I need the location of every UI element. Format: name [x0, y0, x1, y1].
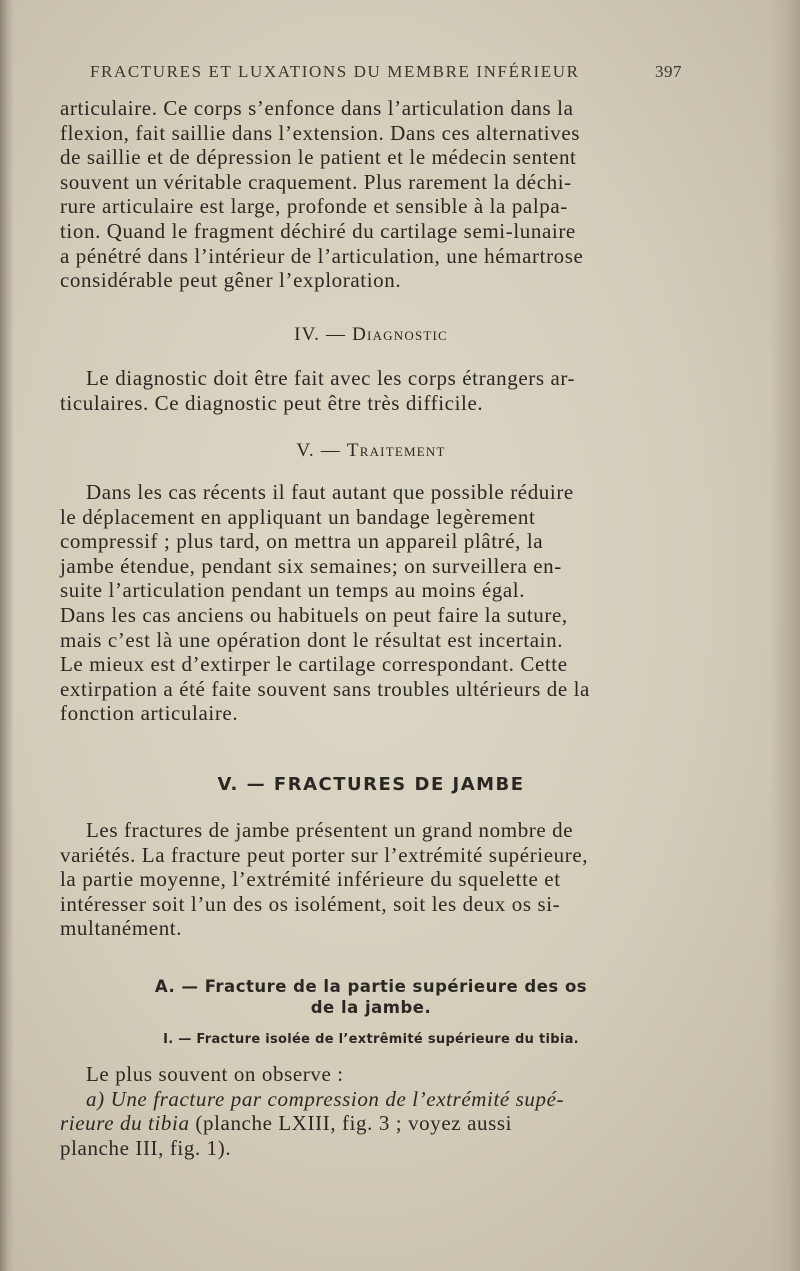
paragraph-5: [60, 1062, 682, 1160]
subsection-heading-i: I. — Fracture isolée de l’extrêmité supérieure du tibia.: [163, 1032, 579, 1047]
text-line: intéresser soit l’un des os isolément, soit les deux os si-: [60, 891, 561, 916]
section-title: Traitement: [346, 440, 446, 461]
text-line: souvent un véritable craquement. Plus rarement la déchi-: [60, 169, 572, 194]
section-title: Diagnostic: [352, 324, 448, 345]
subsection-heading-a: [60, 976, 682, 1018]
text-line: fonction articulaire.: [60, 701, 239, 726]
text-line: ticulaires. Ce diagnostic peut être très difficile.: [60, 390, 484, 415]
text-line: planche III, fig. 1).: [60, 1135, 232, 1160]
paragraph-1: [60, 96, 682, 293]
text-line: a pénétré dans l’intérieur de l’articulation, une hémartrose: [60, 243, 584, 268]
text-line: rure articulaire est large, profonde et sensible à la palpa-: [60, 194, 568, 219]
text-line: Le mieux est d’extirper le cartilage correspondant. Cette: [60, 652, 568, 677]
text-line: la partie moyenne, l’extrémité inférieure du squelette et: [60, 867, 561, 892]
text-line: compressif ; plus tard, on mettra un appareil plâtré, la: [60, 529, 544, 554]
text-line: flexion, fait saillie dans l’extension. Dans ces alternatives: [60, 120, 581, 145]
text-line: mais c’est là une opération dont le résultat est incertain.: [60, 627, 564, 652]
text-line: de saillie et de dépression le patient et le médecin sentent: [60, 145, 577, 170]
text-line: jambe étendue, pendant six semaines; on surveillera en-: [60, 553, 562, 578]
text-line: Dans les cas anciens ou habituels on peut faire la suture,: [60, 602, 568, 627]
reference-text: (planche LXIII, fig. 3 ; voyez aussi: [195, 1111, 513, 1136]
section-heading-traitement: [60, 440, 682, 462]
paragraph-3: [60, 480, 682, 726]
page-binding-shadow: [0, 0, 14, 1271]
chapter-heading: V. — FRACTURES DE JAMBE: [217, 774, 525, 795]
running-title: FRACTURES ET LUXATIONS DU MEMBRE INFÉRIEUR: [90, 62, 580, 81]
paragraph-2: [60, 366, 682, 415]
text-line: Dans les cas récents il faut autant que possible réduire: [86, 480, 574, 504]
text-line: tion. Quand le fragment déchiré du cartilage semi-lunaire: [60, 218, 576, 243]
text-line: Le plus souvent on observe :: [86, 1062, 344, 1086]
italic-text: Une fracture par compression de l’extrémité supé-: [110, 1086, 565, 1111]
text-line: variétés. La fracture peut porter sur l’extrémité supérieure,: [60, 842, 589, 867]
text-line: Les fractures de jambe présentent un grand nombre de: [86, 818, 574, 842]
item-label: a): [86, 1086, 105, 1111]
text-line: multanément.: [60, 916, 183, 941]
text-line: articulaire. Ce corps s’enfonce dans l’articulation dans la: [60, 96, 574, 120]
section-heading-diagnostic: [60, 324, 682, 346]
running-header: [90, 62, 682, 82]
text-line: le déplacement en appliquant un bandage legèrement: [60, 504, 536, 529]
text-line: considérable peut gêner l’exploration.: [60, 268, 402, 293]
page-number: 397: [655, 62, 682, 81]
text-line: extirpation a été faite souvent sans troubles ultérieurs de la: [60, 676, 590, 701]
text-line: [60, 1087, 682, 1112]
paragraph-4: [60, 818, 682, 941]
text-line: suite l’articulation pendant un temps au moins égal.: [60, 578, 526, 603]
subsection-title-line: A. — Fracture de la partie supérieure des os: [154, 977, 588, 996]
text-line: [60, 1111, 682, 1136]
section-numeral: IV. —: [294, 324, 347, 345]
italic-text: rieure du tibia: [60, 1111, 190, 1136]
text-line: Le diagnostic doit être fait avec les corps étrangers ar-: [86, 366, 576, 390]
subsection-title-line: de la jambe.: [310, 998, 432, 1017]
section-numeral: V. —: [296, 440, 341, 461]
page-edge: [770, 0, 800, 1271]
